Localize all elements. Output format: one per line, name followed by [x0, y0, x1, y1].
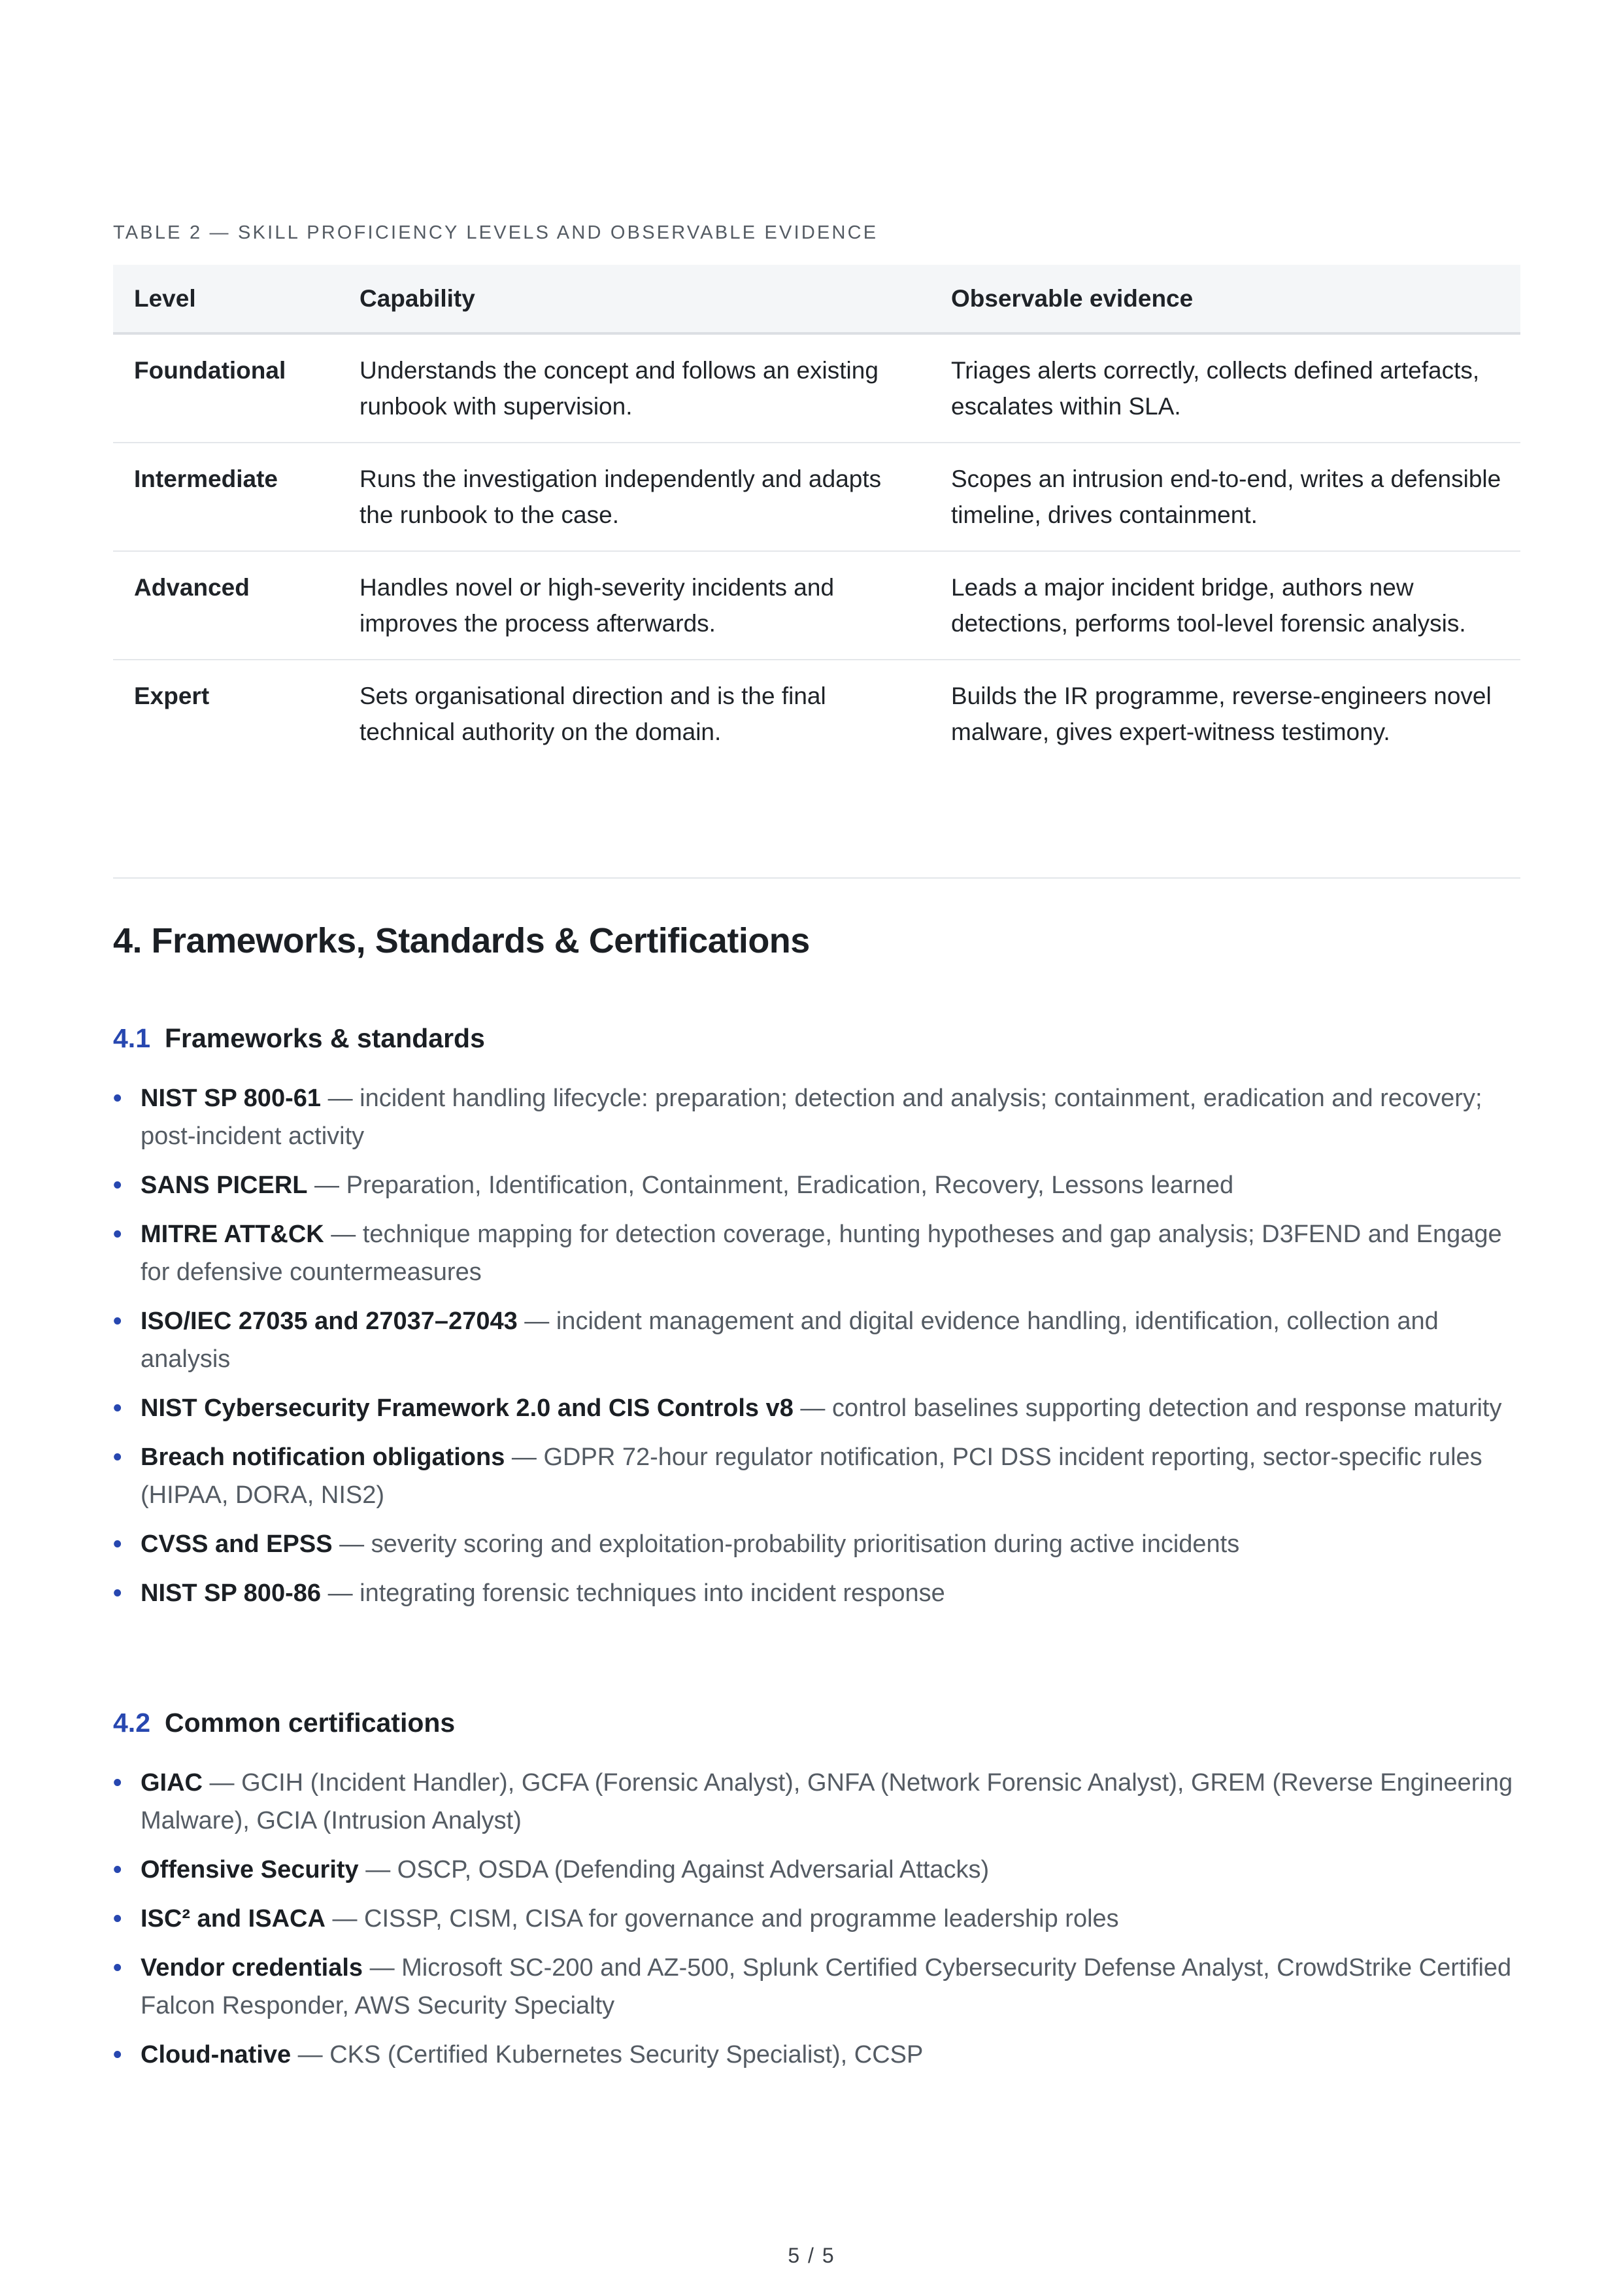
list-item — [113, 1079, 1520, 1155]
list-item — [113, 1389, 1520, 1427]
item-description: — CISSP, CISM, CISA for governance and programme leadership roles — [325, 1905, 1119, 1933]
level-cell: Expert — [134, 683, 210, 709]
table-header-row — [113, 265, 1520, 333]
bullet-icon: • — [113, 1085, 122, 1112]
item-description: — Microsoft SC-200 and AZ-500, Splunk Certified Cybersecurity Defense Analyst, CrowdStrike Certified Falcon Responder, AWS Security Specialty — [141, 1954, 1512, 2019]
item-term: MITRE ATT&CK — [141, 1221, 324, 1248]
capability-cell: Understands the concept and follows an existing runbook with supervision. — [339, 333, 930, 443]
item-term: ISO/IEC 27035 and 27037–27043 — [141, 1308, 518, 1335]
item-description: — GDPR 72-hour regulator notification, PCI DSS incident reporting, sector-specific rules (HIPAA, DORA, NIS2) — [141, 1443, 1482, 1509]
proficiency-table — [113, 265, 1520, 768]
item-description: — severity scoring and exploitation-probability prioritisation during active incidents — [332, 1530, 1240, 1558]
item-term: GIAC — [141, 1769, 203, 1797]
item-description: — integrating forensic techniques into incident response — [321, 1579, 945, 1607]
capability-cell: Runs the investigation independently and adapts the runbook to the case. — [339, 443, 930, 551]
page-number: 5 / 5 — [788, 2244, 835, 2267]
bullet-icon: • — [113, 1394, 122, 1422]
certifications-list — [113, 1764, 1520, 2085]
table-row — [113, 551, 1520, 660]
bullet-icon: • — [113, 1579, 122, 1607]
column-header-capability: Capability — [339, 265, 930, 333]
level-cell: Intermediate — [113, 443, 339, 551]
item-description: — incident management and digital evidence handling, identification, collection and analysis — [141, 1308, 1439, 1373]
item-description: — Preparation, Identification, Containment, Eradication, Recovery, Lessons learned — [307, 1172, 1234, 1199]
item-term: Offensive Security — [141, 1856, 359, 1883]
evidence-cell: Scopes an intrusion end-to-end, writes a defensible timeline, drives containment. — [930, 443, 1520, 551]
list-item — [113, 1166, 1520, 1204]
capability-cell: Handles novel or high-severity incidents and improves the process afterwards. — [339, 551, 930, 660]
list-item — [113, 1851, 1520, 1889]
subsection-title: Common certifications — [165, 1708, 456, 1738]
item-description: — CKS (Certified Kubernetes Security Specialist), CCSP — [291, 2041, 924, 2068]
item-term: Breach notification obligations — [141, 1443, 505, 1471]
item-term: CVSS and EPSS — [141, 1530, 333, 1558]
item-term: Cloud-native — [141, 2041, 292, 2068]
subsection-number: 4.1 — [113, 1023, 150, 1053]
item-term: ISC² and ISACA — [141, 1905, 326, 1933]
table-row — [113, 333, 1520, 443]
level-cell: Foundational — [113, 333, 339, 443]
table-row — [113, 443, 1520, 551]
bullet-icon: • — [113, 1308, 122, 1335]
item-description: — technique mapping for detection coverage, hunting hypotheses and gap analysis; D3FEND and Engage for defensive countermeasures — [141, 1221, 1502, 1286]
list-item — [113, 2036, 1520, 2074]
list-item — [113, 1949, 1520, 2025]
column-header-level: Level — [113, 265, 339, 333]
list-item — [113, 1764, 1520, 1840]
bullet-icon: • — [113, 1221, 122, 1248]
item-description: — GCIH (Incident Handler), GCFA (Forensic Analyst), GNFA (Network Forensic Analyst), GREM (Reverse Engineering Malware), GCIA (Intrusion Analyst) — [141, 1769, 1513, 1834]
subsection-heading-frameworks — [113, 1023, 485, 1054]
subsection-number: 4.2 — [113, 1708, 150, 1738]
list-item — [113, 1900, 1520, 1938]
item-description: — OSCP, OSDA (Defending Against Adversarial Attacks) — [358, 1856, 990, 1883]
bullet-icon: • — [113, 1443, 122, 1471]
bullet-icon: • — [113, 1172, 122, 1199]
section-divider — [113, 877, 1520, 879]
item-term: SANS PICERL — [141, 1172, 308, 1199]
item-description: — control baselines supporting detection and response maturity — [793, 1394, 1502, 1422]
bullet-icon: • — [113, 1856, 122, 1883]
frameworks-list — [113, 1079, 1520, 1623]
bullet-icon: • — [113, 1905, 122, 1933]
section-heading: 4. Frameworks, Standards & Certifications — [113, 921, 810, 960]
bullet-icon: • — [113, 1769, 122, 1797]
item-description: — incident handling lifecycle: preparation; detection and analysis; containment, eradication and recovery; post-incident activity — [141, 1085, 1482, 1150]
list-item — [113, 1574, 1520, 1612]
list-item — [113, 1438, 1520, 1514]
evidence-cell: Builds the IR programme, reverse-engineers novel malware, gives expert-witness testimony. — [951, 683, 1492, 745]
item-term: Vendor credentials — [141, 1954, 363, 1982]
list-item — [113, 1215, 1520, 1291]
bullet-icon: • — [113, 1530, 122, 1558]
evidence-cell: Triages alerts correctly, collects defined artefacts, escalates within SLA. — [930, 333, 1520, 443]
item-term: NIST SP 800-61 — [141, 1085, 322, 1112]
subsection-heading-certifications — [113, 1708, 455, 1738]
table-row — [113, 660, 1520, 768]
table-caption: TABLE 2 — SKILL PROFICIENCY LEVELS AND OBSERVABLE EVIDENCE — [113, 222, 878, 243]
item-term: NIST SP 800-86 — [141, 1579, 322, 1607]
bullet-icon: • — [113, 2041, 122, 2068]
subsection-title: Frameworks & standards — [165, 1023, 485, 1053]
item-term: NIST Cybersecurity Framework 2.0 and CIS Controls v8 — [141, 1394, 794, 1422]
bullet-icon: • — [113, 1954, 122, 1982]
capability-cell: Sets organisational direction and is the final technical authority on the domain. — [360, 683, 826, 745]
level-cell: Advanced — [113, 551, 339, 660]
list-item — [113, 1302, 1520, 1378]
column-header-evidence: Observable evidence — [930, 265, 1520, 333]
evidence-cell: Leads a major incident bridge, authors new detections, performs tool-level forensic analysis. — [930, 551, 1520, 660]
list-item — [113, 1525, 1520, 1563]
